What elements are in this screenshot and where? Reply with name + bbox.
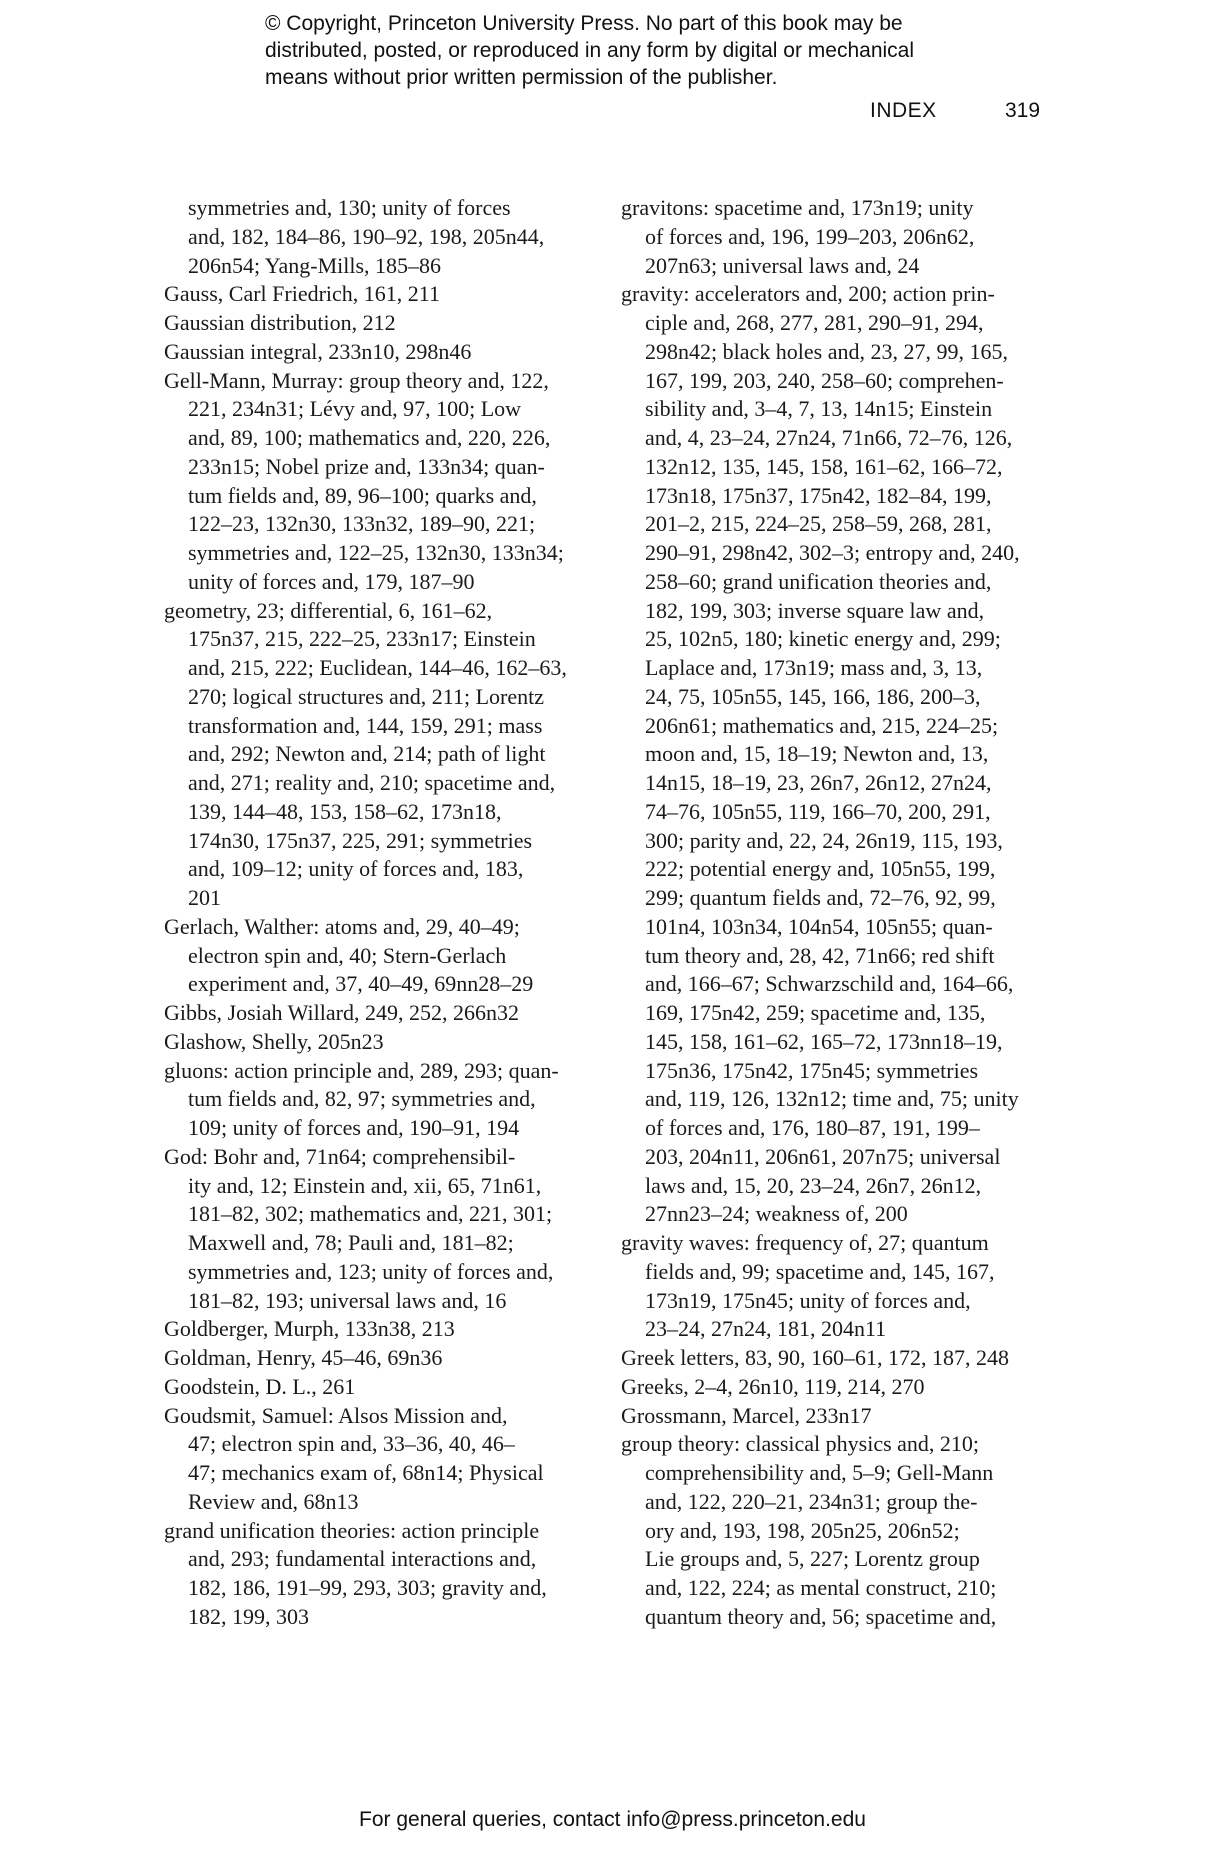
index-line: and, 271; reality and, 210; spacetime and, (188, 770, 556, 795)
index-line: 173n19, 175n45; unity of forces and, (645, 1287, 971, 1313)
index-line: 47; mechanics exam of, 68n14; Physical (188, 1460, 544, 1485)
index-line: group theory: classical physics and, 210; (621, 1431, 980, 1457)
index-line: geometry, 23; differential, 6, 161–62, (164, 597, 493, 623)
index-line: 74–76, 105n55, 119, 166–70, 200, 291, (645, 798, 991, 824)
index-line: 132n12, 135, 145, 158, 161–62, 166–72, (645, 453, 1003, 479)
index-line: and, 292; Newton and, 214; path of light (188, 741, 546, 767)
index-line: 298n42; black holes and, 23, 27, 99, 165, (645, 338, 1008, 364)
index-line: 167, 199, 203, 240, 258–60; comprehen- (645, 367, 1004, 393)
index-line: 182, 186, 191–99, 293, 303; gravity and, (188, 1575, 547, 1600)
index-line: 221, 234n31; Lévy and, 97, 100; Low (188, 396, 522, 422)
index-line: 206n61; mathematics and, 215, 224–25; (645, 712, 999, 738)
index-line: Laplace and, 173n19; mass and, 3, 13, (645, 655, 983, 680)
index-line: of forces and, 176, 180–87, 191, 199– (645, 1115, 980, 1140)
index-line: and, 166–67; Schwarzschild and, 164–66, (645, 971, 1014, 997)
index-line: 47; electron spin and, 33–36, 40, 46– (188, 1431, 515, 1457)
index-line: experiment and, 37, 40–49, 69nn28–29 (188, 971, 534, 997)
index-line: symmetries and, 130; unity of forces (188, 195, 511, 220)
index-line: and, 109–12; unity of forces and, 183, (188, 856, 524, 882)
index-line: symmetries and, 123; unity of forces and, (188, 1258, 554, 1284)
index-line: 14n15, 18–19, 23, 26n7, 26n12, 27n24, (645, 770, 992, 795)
index-line: ciple and, 268, 277, 281, 290–91, 294, (645, 310, 984, 335)
index-line: 169, 175n42, 259; spacetime and, 135, (645, 1000, 986, 1025)
index-line: 203, 204n11, 206n61, 207n75; universal (645, 1143, 1001, 1169)
footer-text: For general queries, contact info@press.princeton.edu (359, 1808, 866, 1831)
index-line: 299; quantum fields and, 72–76, 92, 99, (645, 885, 996, 910)
index-line: Glashow, Shelly, 205n23 (164, 1028, 384, 1054)
index-line: and, 293; fundamental interactions and, (188, 1546, 537, 1572)
index-line: 207n63; universal laws and, 24 (645, 252, 920, 278)
index-line: 201 (188, 885, 221, 910)
index-line: 25, 102n5, 180; kinetic energy and, 299; (645, 626, 1001, 652)
index-line: God: Bohr and, 71n64; comprehensibil- (164, 1143, 516, 1169)
index-line: laws and, 15, 20, 23–24, 26n7, 26n12, (645, 1172, 982, 1198)
index-line: and, 4, 23–24, 27n24, 71n66, 72–76, 126, (645, 425, 1013, 450)
index-line: 222; potential energy and, 105n55, 199, (645, 856, 996, 882)
index-line: and, 182, 184–86, 190–92, 198, 205n44, (188, 223, 545, 249)
index-line: gluons: action principle and, 289, 293; quan- (164, 1057, 559, 1083)
page-number: 319 (1005, 99, 1041, 122)
index-line: Goldman, Henry, 45–46, 69n36 (164, 1345, 443, 1370)
index-line: 182, 199, 303; inverse square law and, (645, 597, 985, 623)
index-line: 27nn23–24; weakness of, 200 (645, 1201, 908, 1227)
index-line: 122–23, 132n30, 133n32, 189–90, 221; (188, 511, 536, 537)
index-line: transformation and, 144, 159, 291; mass (188, 712, 543, 738)
index-line: 258–60; grand unification theories and, (645, 568, 992, 594)
index-line: 233n15; Nobel prize and, 133n34; quan- (188, 453, 545, 479)
index-line: 181–82, 193; universal laws and, 16 (188, 1287, 507, 1313)
index-line: and, 89, 100; mathematics and, 220, 226, (188, 425, 551, 450)
index-line: Gaussian distribution, 212 (164, 310, 396, 335)
index-line: Lie groups and, 5, 227; Lorentz group (645, 1546, 980, 1572)
index-line: 24, 75, 105n55, 145, 166, 186, 200–3, (645, 683, 981, 709)
index-line: 201–2, 215, 224–25, 258–59, 268, 281, (645, 511, 992, 537)
index-line: tum fields and, 89, 96–100; quarks and, (188, 482, 537, 508)
index-line: sibility and, 3–4, 7, 13, 14n15; Einstein (645, 396, 993, 422)
index-line: 300; parity and, 22, 24, 26n19, 115, 193, (645, 827, 1003, 853)
index-line: 109; unity of forces and, 190–91, 194 (188, 1115, 520, 1140)
index-line: tum fields and, 82, 97; symmetries and, (188, 1086, 536, 1112)
index-line: 174n30, 175n37, 225, 291; symmetries (188, 827, 533, 853)
index-column-left (164, 194, 594, 1632)
index-line: Gaussian integral, 233n10, 298n46 (164, 338, 472, 364)
section-title: INDEX (870, 99, 937, 122)
index-line: Greek letters, 83, 90, 160–61, 172, 187, 248 (621, 1345, 1009, 1370)
index-line: 175n37, 215, 222–25, 233n17; Einstein (188, 626, 536, 652)
index-line: unity of forces and, 179, 187–90 (188, 568, 475, 594)
index-line: quantum theory and, 56; spacetime and, (645, 1603, 997, 1629)
index-line: symmetries and, 122–25, 132n30, 133n34; (188, 540, 564, 565)
index-line: gravitons: spacetime and, 173n19; unity (621, 195, 974, 220)
index-line: Goldberger, Murph, 133n38, 213 (164, 1316, 455, 1342)
index-line: and, 119, 126, 132n12; time and, 75; unity (645, 1086, 1019, 1112)
index-line: Gell-Mann, Murray: group theory and, 122, (164, 367, 549, 393)
index-line: tum theory and, 28, 42, 71n66; red shift (645, 942, 995, 968)
copyright-notice (265, 10, 1025, 91)
index-line: gravity: accelerators and, 200; action prin- (621, 281, 995, 307)
index-line: ity and, 12; Einstein and, xii, 65, 71n61, (188, 1172, 542, 1198)
index-line: moon and, 15, 18–19; Newton and, 13, (645, 741, 989, 767)
copyright-line: means without prior written permission of the publisher. (265, 66, 778, 89)
index-line: grand unification theories: action principle (164, 1517, 540, 1543)
index-line: 101n4, 103n34, 104n54, 105n55; quan- (645, 913, 993, 939)
copyright-line: distributed, posted, or reproduced in any form by digital or mechanical (265, 39, 915, 62)
footer-contact (0, 1808, 1225, 1832)
index-line: of forces and, 196, 199–203, 206n62, (645, 223, 975, 249)
index-line: Goudsmit, Samuel: Alsos Mission and, (164, 1402, 508, 1428)
index-line: 145, 158, 161–62, 165–72, 173nn18–19, (645, 1028, 1003, 1054)
index-line: Gibbs, Josiah Willard, 249, 252, 266n32 (164, 1000, 519, 1025)
index-line: Gauss, Carl Friedrich, 161, 211 (164, 281, 440, 307)
index-line: ory and, 193, 198, 205n25, 206n52; (645, 1517, 960, 1543)
index-line: and, 215, 222; Euclidean, 144–46, 162–63, (188, 655, 567, 680)
index-line: comprehensibility and, 5–9; Gell-Mann (645, 1460, 994, 1485)
index-line: 290–91, 298n42, 302–3; entropy and, 240, (645, 540, 1020, 565)
index-line: fields and, 99; spacetime and, 145, 167, (645, 1258, 995, 1284)
index-line: 139, 144–48, 153, 158–62, 173n18, (188, 798, 502, 824)
index-line: Grossmann, Marcel, 233n17 (621, 1402, 872, 1428)
index-line: Greeks, 2–4, 26n10, 119, 214, 270 (621, 1373, 925, 1399)
index-line: 206n54; Yang-Mills, 185–86 (188, 252, 442, 278)
index-line: Maxwell and, 78; Pauli and, 181–82; (188, 1230, 514, 1255)
index-line: Review and, 68n13 (188, 1488, 359, 1514)
index-line: Gerlach, Walther: atoms and, 29, 40–49; (164, 913, 520, 939)
index-line: gravity waves: frequency of, 27; quantum (621, 1230, 989, 1255)
index-line: Goodstein, D. L., 261 (164, 1373, 356, 1399)
index-line: electron spin and, 40; Stern-Gerlach (188, 942, 507, 968)
index-line: and, 122, 224; as mental construct, 210; (645, 1575, 997, 1600)
index-column-right (621, 194, 1051, 1632)
index-line: and, 122, 220–21, 234n31; group the- (645, 1488, 978, 1514)
index-line: 270; logical structures and, 211; Lorentz (188, 683, 544, 709)
index-line: 23–24, 27n24, 181, 204n11 (645, 1316, 887, 1342)
index-line: 173n18, 175n37, 175n42, 182–84, 199, (645, 482, 992, 508)
index-line: 182, 199, 303 (188, 1603, 309, 1629)
copyright-line: © Copyright, Princeton University Press. No part of this book may be (265, 12, 903, 35)
index-line: 175n36, 175n42, 175n45; symmetries (645, 1057, 979, 1083)
index-line: 181–82, 302; mathematics and, 221, 301; (188, 1201, 553, 1227)
